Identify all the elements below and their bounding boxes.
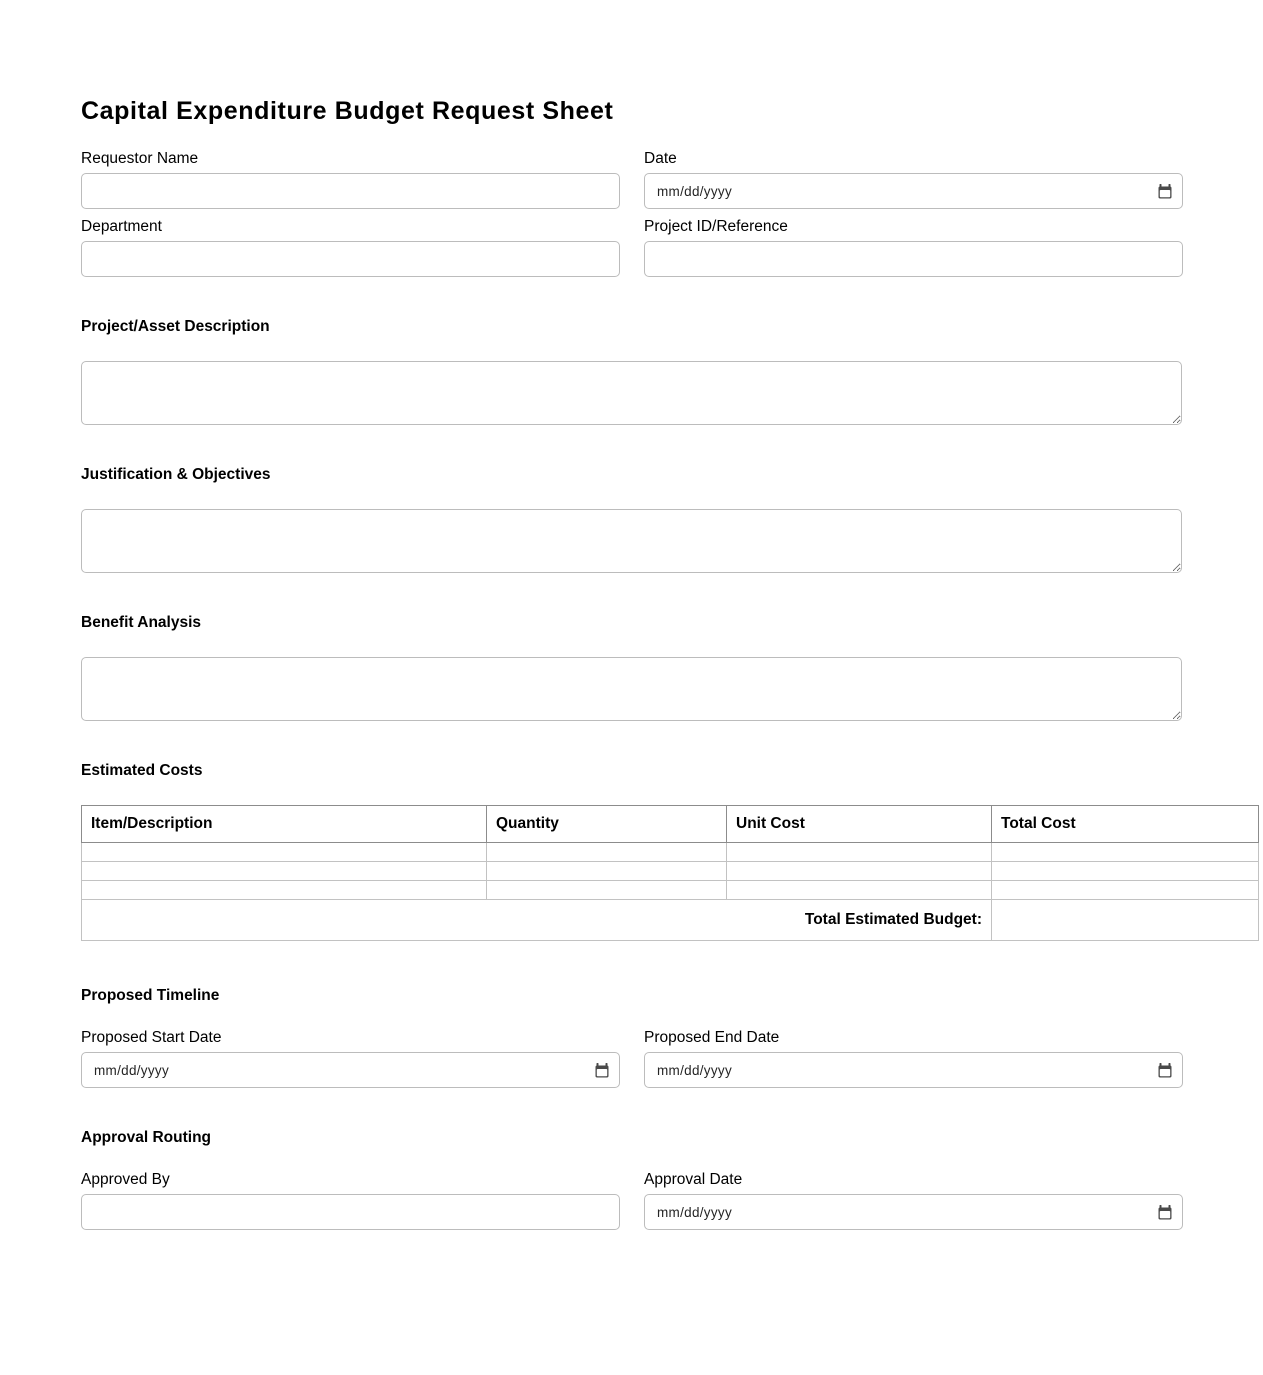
cell-unit-cost[interactable] — [727, 881, 992, 900]
department-label: Department — [81, 218, 162, 235]
cell-quantity[interactable] — [487, 843, 727, 862]
date-placeholder: mm/dd/yyyy — [657, 183, 733, 199]
column-header-total-cost: Total Cost — [992, 806, 1259, 843]
project-description-textarea[interactable] — [81, 361, 1182, 425]
table-row[interactable] — [82, 862, 1259, 881]
spacer — [81, 941, 1182, 986]
page-title: Capital Expenditure Budget Request Sheet — [81, 97, 614, 125]
table-header — [82, 806, 1259, 843]
cell-total-cost[interactable] — [992, 843, 1259, 862]
table-row[interactable] — [82, 843, 1259, 862]
cell-total-cost[interactable] — [992, 862, 1259, 881]
cell-total-cost[interactable] — [992, 881, 1259, 900]
proposed-end-date-input[interactable] — [644, 1052, 1183, 1088]
spacer — [81, 1088, 1182, 1128]
cell-quantity[interactable] — [487, 881, 727, 900]
spacer — [81, 721, 1182, 761]
date-label: Date — [644, 150, 677, 167]
cell-item[interactable] — [82, 881, 487, 900]
spacer — [81, 573, 1182, 613]
table-body — [82, 843, 1259, 941]
department-input[interactable] — [81, 241, 620, 277]
calendar-icon[interactable] — [1158, 184, 1172, 199]
header-row-1 — [81, 149, 1182, 209]
spacer — [81, 425, 1182, 465]
section-title-project-description: Project/Asset Description — [81, 318, 270, 335]
benefit-analysis-textarea[interactable] — [81, 657, 1182, 721]
section-title-proposed-timeline: Proposed Timeline — [81, 987, 220, 1004]
proposed-start-date-placeholder: mm/dd/yyyy — [94, 1062, 170, 1078]
cell-item[interactable] — [82, 862, 487, 881]
field-department — [81, 217, 620, 277]
proposed-start-date-input[interactable] — [81, 1052, 620, 1088]
timeline-row — [81, 1028, 1182, 1088]
field-approval-date — [644, 1170, 1183, 1230]
cell-unit-cost[interactable] — [727, 843, 992, 862]
field-approved-by — [81, 1170, 620, 1230]
requestor-name-label: Requestor Name — [81, 150, 199, 167]
table-total-row — [82, 900, 1259, 941]
approval-date-input[interactable] — [644, 1194, 1183, 1230]
justification-textarea[interactable] — [81, 509, 1182, 573]
proposed-end-date-label: Proposed End Date — [644, 1029, 780, 1046]
header-row-2 — [81, 217, 1182, 277]
spacer — [81, 277, 1182, 317]
cell-quantity[interactable] — [487, 862, 727, 881]
field-proposed-start-date — [81, 1028, 620, 1088]
field-proposed-end-date — [644, 1028, 1183, 1088]
column-header-item: Item/Description — [82, 806, 487, 843]
total-estimated-budget-value[interactable] — [992, 900, 1259, 941]
table-row[interactable] — [82, 881, 1259, 900]
cell-item[interactable] — [82, 843, 487, 862]
cell-unit-cost[interactable] — [727, 862, 992, 881]
approval-date-placeholder: mm/dd/yyyy — [657, 1204, 733, 1220]
table-header-row — [82, 806, 1259, 843]
calendar-icon[interactable] — [595, 1063, 609, 1078]
calendar-icon[interactable] — [1158, 1063, 1172, 1078]
total-estimated-budget-label: Total Estimated Budget: — [82, 900, 992, 941]
approved-by-input[interactable] — [81, 1194, 620, 1230]
field-requestor-name — [81, 149, 620, 209]
calendar-icon[interactable] — [1158, 1205, 1172, 1220]
column-header-unit-cost: Unit Cost — [727, 806, 992, 843]
section-title-justification: Justification & Objectives — [81, 466, 271, 483]
section-title-benefit-analysis: Benefit Analysis — [81, 614, 202, 631]
approved-by-label: Approved By — [81, 1171, 170, 1188]
project-id-input[interactable] — [644, 241, 1183, 277]
section-title-estimated-costs: Estimated Costs — [81, 762, 203, 779]
date-input[interactable] — [644, 173, 1183, 209]
field-project-id — [644, 217, 1183, 277]
estimated-costs-table — [81, 805, 1259, 941]
proposed-start-date-label: Proposed Start Date — [81, 1029, 222, 1046]
proposed-end-date-placeholder: mm/dd/yyyy — [657, 1062, 733, 1078]
column-header-quantity: Quantity — [487, 806, 727, 843]
requestor-name-input[interactable] — [81, 173, 620, 209]
approval-row — [81, 1170, 1182, 1230]
field-date — [644, 149, 1183, 209]
approval-date-label: Approval Date — [644, 1171, 743, 1188]
spacer — [81, 209, 1182, 217]
project-id-label: Project ID/Reference — [644, 218, 788, 235]
section-title-approval-routing: Approval Routing — [81, 1129, 212, 1146]
